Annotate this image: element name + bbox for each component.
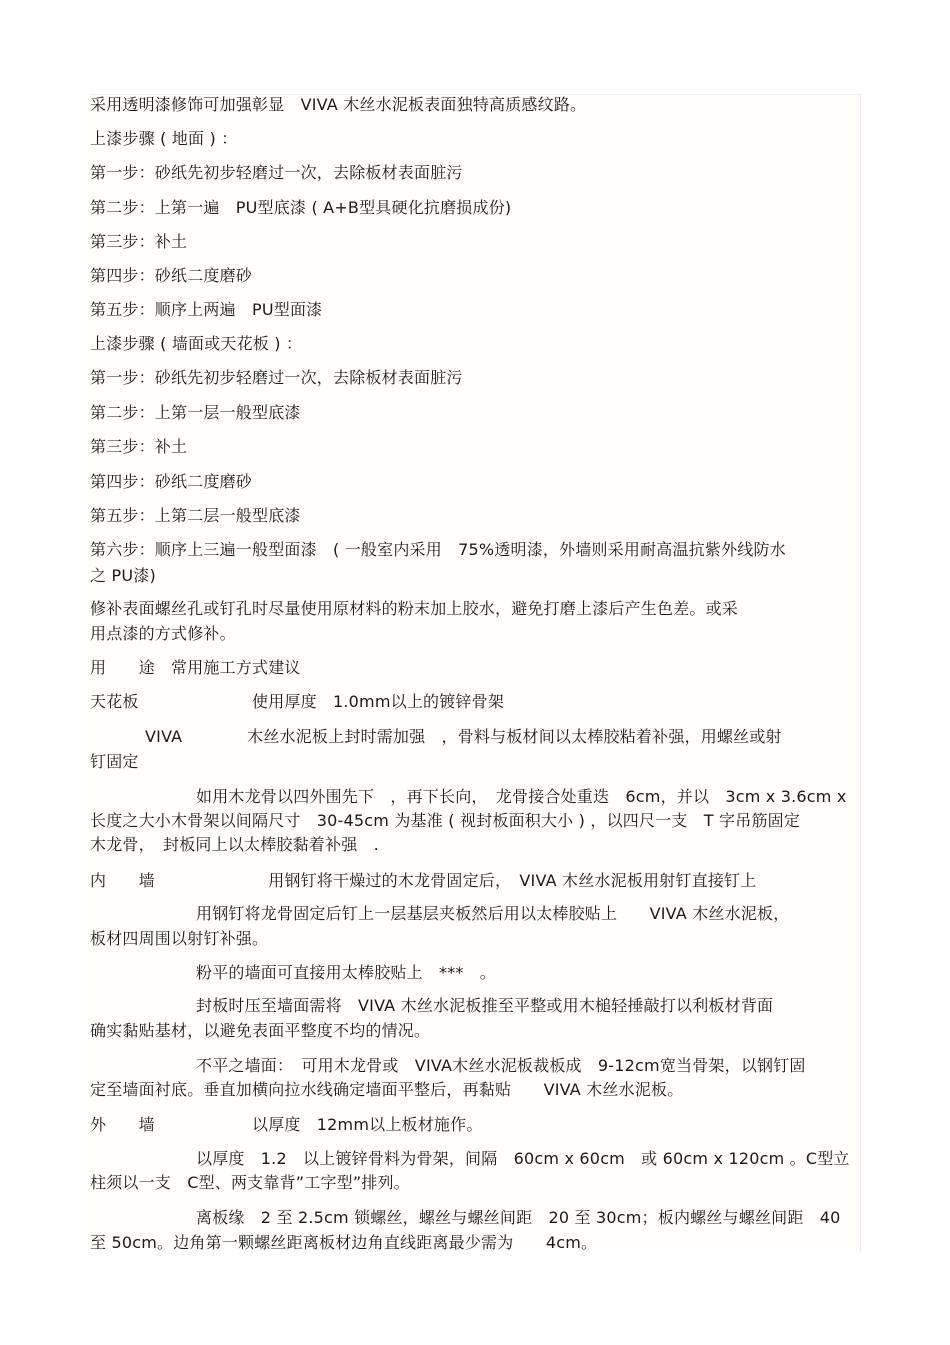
floor-step-5: 第五步：顺序上两遍 PU型面漆 [90,300,323,319]
ceiling-detail-1: VIVA 木丝水泥板上封时需加强 ，骨料与板材间以太棒胶粘着补强，用螺丝或射 [145,727,782,746]
wall-step-6-cont: 之 PU漆) [90,566,156,585]
interior-detail-3-cont: 确实黏贴基材，以避免表面平整度不均的情况。 [90,1021,431,1040]
repair-note-cont: 用点漆的方式修补。 [90,624,236,643]
exterior-detail-2: 离板缘 2 至 2.5cm 锁螺丝，螺丝与螺丝间距 20 至 30cm；板内螺丝与螺丝间距 40 [196,1208,841,1227]
wall-step-6: 第六步：顺序上三遍一般型面漆 ( 一般室内采用 75%透明漆，外墙则采用耐高温抗紫外线防水 [90,540,786,559]
interior-detail-4: 不平之墙面： 可用木龙骨或 VIVA木丝水泥板裁板成 9-12cm宽当骨架，以钢钉固 [196,1056,806,1075]
ceiling-row: 天花板 使用厚度 1.0mm以上的镀锌骨架 [90,692,505,711]
interior-detail-4-cont: 定至墙面衬底。垂直加横向拉水线确定墙面平整后，再黏贴 VIVA 木丝水泥板。 [90,1080,684,1099]
floor-step-4: 第四步：砂纸二度磨砂 [90,266,253,285]
ceiling-detail-2-cont: 长度之大小木骨架以间隔尺寸 30-45cm 为基准 ( 视封板面积大小 ) ，以四尺一支 T 字吊筋固定 [90,811,801,830]
wall-step-2: 第二步：上第一层一般型底漆 [90,403,301,422]
floor-step-1: 第一步：砂纸先初步轻磨过一次，去除板材表面脏污 [90,163,463,182]
repair-note: 修补表面螺丝孔或钉孔时尽量使用原材料的粉末加上胶水，避免打磨上漆后产生色差。或采 [90,599,739,618]
wall-step-3: 第三步：补土 [90,437,188,456]
wall-steps-heading: 上漆步骤 ( 墙面或天花板 ) ： [90,334,303,353]
wall-step-5: 第五步：上第二层一般型底漆 [90,506,301,525]
interior-detail-1-cont: 板材四周围以射钉补强。 [90,929,269,948]
ceiling-detail-2-cont2: 木龙骨， 封板同上以太棒胶黏着补强 . [90,835,379,854]
floor-steps-heading: 上漆步骤 ( 地面 ) ： [90,129,238,148]
wall-step-4: 第四步：砂纸二度磨砂 [90,472,253,491]
floor-step-2: 第二步：上第一遍 PU型底漆 ( A+B型具硬化抗磨损成份) [90,198,512,217]
wall-step-1: 第一步：砂纸先初步轻磨过一次，去除板材表面脏污 [90,368,463,387]
interior-detail-1: 用钢钉将龙骨固定后钉上一层基层夹板然后用以太棒胶贴上 VIVA 木丝水泥板， [196,904,790,923]
interior-detail-2: 粉平的墙面可直接用太棒胶贴上 *** 。 [196,963,497,982]
ceiling-detail-1-cont: 钉固定 [90,752,139,771]
interior-wall-row: 内 墙 用钢钉将干燥过的木龙骨固定后， VIVA 木丝水泥板用射钉直接钉上 [90,871,757,890]
floor-step-3: 第三步：补土 [90,232,188,251]
intro-line: 采用透明漆修饰可加强彰显 VIVA 木丝水泥板表面独特高质感纹路。 [90,95,587,114]
ceiling-detail-2: 如用木龙骨以四外围先下 ，再下长向， 龙骨接合处重迭 6cm，并以 3cm x 3.6cm x [196,787,847,806]
exterior-wall-row: 外 墙 以厚度 12mm以上板材施作。 [90,1115,483,1134]
exterior-detail-1: 以厚度 1.2 以上镀锌骨料为骨架，间隔 60cm x 60cm 或 60cm x 120cm 。C型立 [196,1149,850,1168]
exterior-detail-1-cont: 柱须以一支 C型、两支靠背”工字型”排列。 [90,1173,410,1192]
exterior-detail-2-cont: 至 50cm。边角第一颗螺丝距离板材边角直线距离最少需为 4cm。 [90,1233,598,1252]
table-header: 用 途 常用施工方式建议 [90,658,301,677]
interior-detail-3: 封板时压至墙面需将 VIVA 木丝水泥板推至平整或用木槌轻捶敲打以利板材背面 [196,996,774,1015]
